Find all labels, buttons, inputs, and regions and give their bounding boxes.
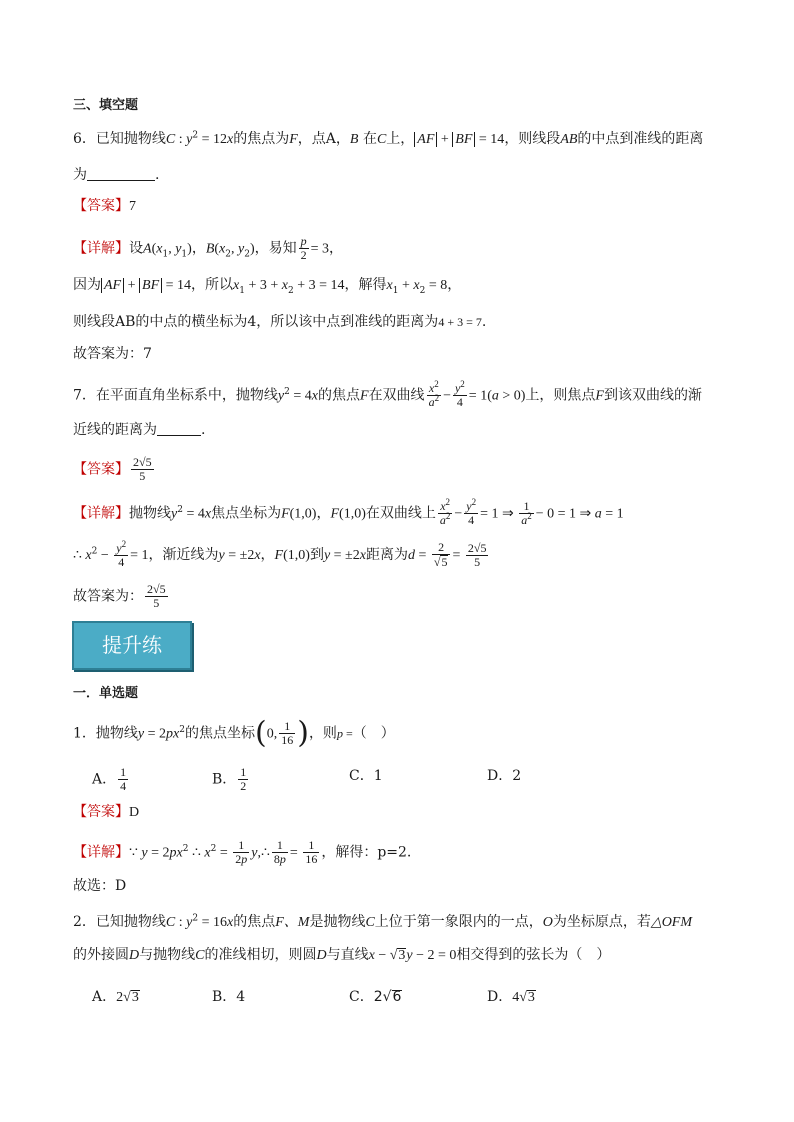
answer-label: 【答案】 [73,804,129,820]
q6-detail-text: 设 [129,240,143,257]
q6-detail-line1: 【详解】设$A(x_1$, $y_1$)，$B(x_2$, $y_2$)，易知 $\frac{p}{2}$ = 3， [73,234,344,262]
fraction: $\frac{y^2}{4}$ [454,379,465,409]
q7-detail-text: ，渐近线为 [148,547,219,563]
q6-text: . [155,167,160,183]
option-label: A． [92,771,117,788]
q6-detail-text: ， [447,277,462,293]
option-label: C． [349,989,374,1005]
q6-text: 的中点到准线的距离 [577,131,704,147]
answer-value: D [129,805,140,820]
q7-text: . [201,422,206,438]
q6-text: 为 [73,167,87,183]
q1-option-c[interactable]: C．1 [349,768,383,784]
q7-detail-text: 距离为 [365,547,408,563]
detail-label: 【详解】 [73,505,129,522]
q7-detail-text: ， [316,505,331,522]
q2-text: 的焦点 [233,914,276,930]
q7-final [73,583,170,610]
detail-label: 【详解】 [73,844,129,861]
q1-text: ，则 [308,725,337,742]
q2-text: △OFM [650,915,693,930]
fraction: $\frac{1}{8p}$ [273,838,286,866]
q2-text: 为坐标原点，若 [552,914,651,930]
q7-text: 到该双曲线的渐 [603,387,702,404]
section-title-fill-blank: 三、填空题 [73,98,139,113]
q7-detail-line2: ∴ $x^2$ − $\frac{y^2}{4}$ = 1，渐近线为y = ±2x，F(1,0)到y = ±2x距离为d = $\frac{2}{√5}$ = $\frac{2√5}{5}$ [73,538,487,569]
answer-label: 【答案】 [73,461,129,478]
q6-final: 故答案为：7 [73,346,152,362]
q6-stem-line1: 6．已知抛物线C : $y^2 = 12x$的焦点为F，点A，B 在C上， AF + BF = 14，则线段AB的中点到准线的距离 [73,130,704,147]
q2-text: F、M [275,915,310,930]
option-label: D． [487,989,513,1005]
fraction: $\frac{1}{16}$ [281,719,294,747]
q1-text: 抛物线 [95,725,138,742]
q6-text: ，点A， [297,131,350,147]
q2-option-d[interactable]: D．4√3 [487,989,535,1005]
q7-detail-text: 抛物线 [129,505,171,522]
q7-text: 在平面直角坐标系中，抛物线 [95,387,278,404]
answer-label: 【答案】 [73,198,129,214]
q6-stem-line2 [73,165,159,185]
q7-final-text: 故答案为： [73,588,143,605]
q7-detail-line1: 【详解】抛物线$y^2 = 4x$焦点坐标为F(1,0)，F(1,0)在双曲线上 $\frac{x^2}{a^2}$ − $\frac{y^2}{4}$ = 1 ⇒ $\frac{1}{a^2}$ − 0 = 1 ⇒ a = 1 [73,497,624,527]
q7-stem-line2 [73,420,205,440]
answer-blank [157,421,201,436]
q6-number: 6． [73,131,96,147]
q7-text: 上，则焦点 [525,387,596,404]
q2-text: 的外接圆 [73,947,129,963]
q1-text: （ ） [352,725,395,742]
q1-option-a[interactable] [92,766,130,793]
q6-detail-text: ，所以 [191,277,234,293]
q1-text: 的焦点坐标 [185,725,255,742]
q2-option-c[interactable]: C．2√6 [349,989,402,1005]
fraction: $\frac{p}{2}$ [300,234,307,262]
fraction: $\frac{1}{a^2}$ [521,499,532,527]
q6-detail-text: ，易知 [254,240,297,257]
q1-detail: 【详解】∵ $y = 2px^2$ ∴ $x^2$ = $\frac{1}{2p}$ y,∴ $\frac{1}{8p}$ = $\frac{1}{16}$ ，解得：p=2. [73,838,412,866]
q7-detail-text: ， [260,547,275,563]
practice-banner: 提升练 [72,621,192,670]
fraction: $\frac{y^2}{4}$ [466,497,477,527]
q2-text: 是抛物线 [309,914,366,930]
q2-text: 已知抛物线 [95,914,166,930]
q6-detail-line3: 则线段AB的中点的横坐标为4，所以该中点到准线的距离为4 + 3 = 7. [73,314,487,330]
q7-number: 7． [73,387,96,404]
q6-detail-line2: 因为 AF + BF = 14，所以$x_1 + 3 + x_2 + 3 = 14$，解得$x_1 + x_2 = 8$， [73,277,462,296]
q6-text: 已知抛物线 [95,131,166,147]
q2-number: 2． [73,914,96,930]
q1-option-b[interactable] [212,766,250,793]
q1-stem: 1．抛物线$y = 2px^2$的焦点坐标(0, $\frac{1}{16}$ )，则p =（ ） [73,715,395,751]
q6-detail-text: . [481,314,487,330]
q2-text: 的准线相切，则圆 [204,947,317,963]
fraction: $\frac{1}{4}$ [120,765,127,793]
q7-detail-text: 在双曲线上 [365,505,436,522]
fraction: $\frac{2}{√5}$ [432,541,451,569]
q7-stem-line1: 7．在平面直角坐标系中，抛物线$y^2 = 4x$的焦点F在双曲线 $\frac{x^2}{a^2}$ − $\frac{y^2}{4}$ = 1(a > 0)上，则焦点F到该双曲线的渐 [73,379,702,409]
q7-detail-text: 焦点坐标为 [211,505,282,522]
q1-option-d[interactable]: D．2 [487,768,522,784]
section-title-single-choice: 一．单选题 [73,686,139,701]
q7-text: 近线的距离为 [73,422,157,438]
fraction: $\frac{2√5}{5}$ [467,540,487,569]
q1-number: 1． [73,725,96,742]
answer-fraction: $\frac{2√5}{5}$ [133,455,152,483]
q7-detail-text: 到 [309,547,324,563]
q2-option-a[interactable]: A．2√3 [92,989,139,1005]
q2-stem-line2: 的外接圆D与抛物线C的准线相切，则圆D与直线x − √3y − 2 = 0相交得到的弦长为（ ） [73,947,611,963]
fraction: $\frac{x^2}{a^2}$ [428,379,440,409]
fraction: $\frac{y^2}{4}$ [116,538,127,569]
q2-stem-line1: 2．已知抛物线C : $y^2 = 16x$的焦点F、M是抛物线C上位于第一象限内的一点，O为坐标原点，若△OFM [73,913,693,930]
detail-label: 【详解】 [73,240,129,257]
option-label: A． [92,989,117,1005]
q6-text: 在 [362,131,377,147]
q2-option-b[interactable]: B．4 [212,989,246,1005]
q6-text: 的焦点为 [233,131,290,147]
q6-detail-text: 则线段AB的中点的横坐标为4，所以该中点到准线的距离为 [73,314,439,330]
q1-final: 故选：D [73,878,127,894]
q6-detail-text: ， [329,240,344,257]
fraction: $\frac{1}{2p}$ [235,838,248,866]
q6-text: ，则线段 [504,131,561,147]
q2-text: 与抛物线 [139,947,196,963]
q6-detail-text: ， [191,240,206,257]
q1-detail-text: ，解得：p=2. [321,844,412,861]
q6-detail-text: ，解得 [344,277,387,293]
q7-text: 的焦点 [318,387,360,404]
fraction: $\frac{1}{2}$ [240,765,247,793]
q7-answer [73,456,156,483]
q2-text: 相交得到的弦长为（ ） [456,947,611,963]
answer-fraction: $\frac{2√5}{5}$ [147,582,166,610]
option-label: B． [212,771,237,788]
fraction: $\frac{x^2}{a^2}$ [439,497,451,527]
answer-blank [87,166,155,181]
q6-answer [73,196,136,217]
q2-text: 上位于第一象限内的一点， [374,914,543,930]
q2-text: 与直线 [326,947,369,963]
fraction: $\frac{1}{16}$ [305,838,318,866]
q6-text: 上， [386,131,415,147]
q6-detail-text: 因为 [73,277,101,293]
q1-answer [73,802,139,823]
q7-text: 在双曲线 [368,387,425,404]
answer-value: 7 [129,199,136,214]
